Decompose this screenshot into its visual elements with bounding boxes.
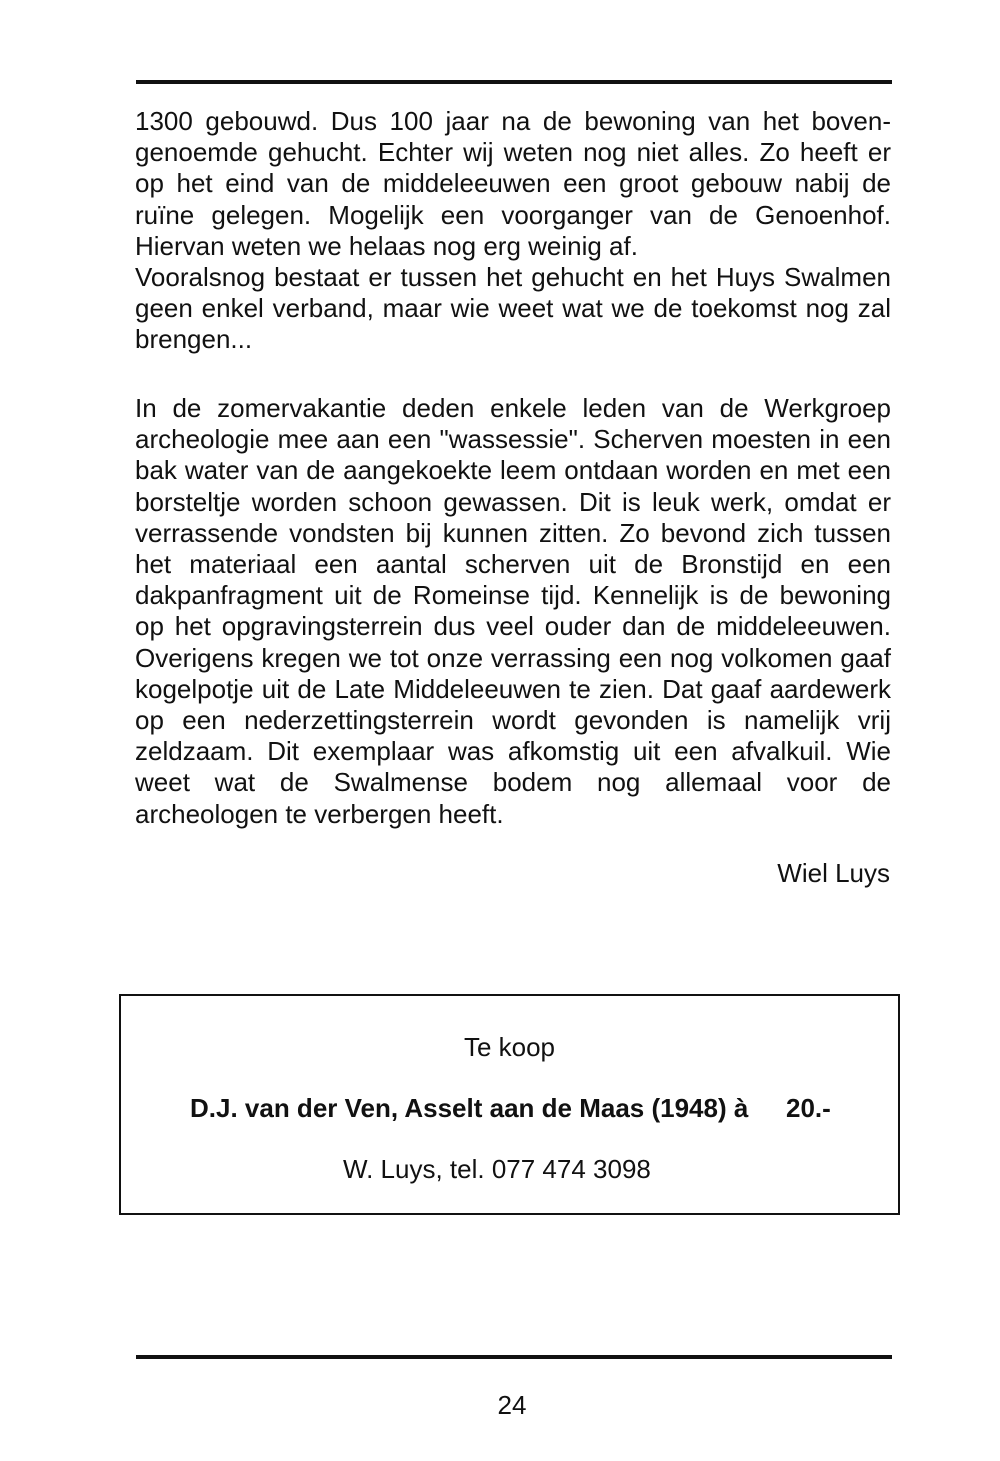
page-number: 24 bbox=[497, 1390, 527, 1420]
article-author: Wiel Luys bbox=[777, 858, 890, 888]
top-rule bbox=[136, 80, 892, 84]
advertisement-contact: W. Luys, tel. 077 474 3098 bbox=[343, 1154, 651, 1184]
article-paragraph: In de zomervakantie deden enkele leden van de Werkgroep archeologie mee aan een "wassessie". Scherven moesten in een bak water van de aangekoekte leem ontdaan worden en met een borsteltje worden schoon gewassen. Dit is leuk werk, omdat er verrassende vondsten bij kunnen zitten. Zo bevond zich tussen het materiaal een aantal scherven uit de Bronstijd en een dakpanfragment uit de Romeinse tijd. Kennelijk is de bewoning op het opgravingsterrein dus veel ouder dan de middeleeuwen. Overigens kregen we tot onze verrassing een nog volkomen gaaf kogelpotje uit de Late Middeleeuwen te zien. Dat gaaf aardewerk op een nederzettingsterrein wordt gevonden is namelijk vrij zeldzaam. Dit exemplaar was afkomstig uit een afvalkuil. Wie weet wat de Swalmense bodem nog allemaal voor de archeologen te verbergen heeft. bbox=[135, 393, 891, 829]
article-paragraph: Vooralsnog bestaat er tussen het gehucht en het Huys Swalmen geen enkel verband, maar wie weet wat we de toekomst nog zal brengen... bbox=[135, 262, 891, 355]
article-body-main bbox=[135, 393, 891, 830]
article-paragraph: 1300 gebouwd. Dus 100 jaar na de bewoning van het bovengenoemde gehucht. Echter wij weten nog niet alles. Zo heeft er op het eind van de middeleeuwen een groot gebouw nabij de ruïne gelegen. Mogelijk een voorganger van de Genoenhof. Hiervan weten we helaas nog erg weinig af. bbox=[135, 106, 891, 261]
bottom-rule bbox=[136, 1355, 892, 1359]
advertisement-price: 20.- bbox=[786, 1093, 831, 1123]
article-body-top bbox=[135, 106, 891, 356]
advertisement-heading: Te koop bbox=[463, 1032, 556, 1062]
advertisement-offer: D.J. van der Ven, Asselt aan de Maas (1948) à bbox=[190, 1093, 749, 1123]
